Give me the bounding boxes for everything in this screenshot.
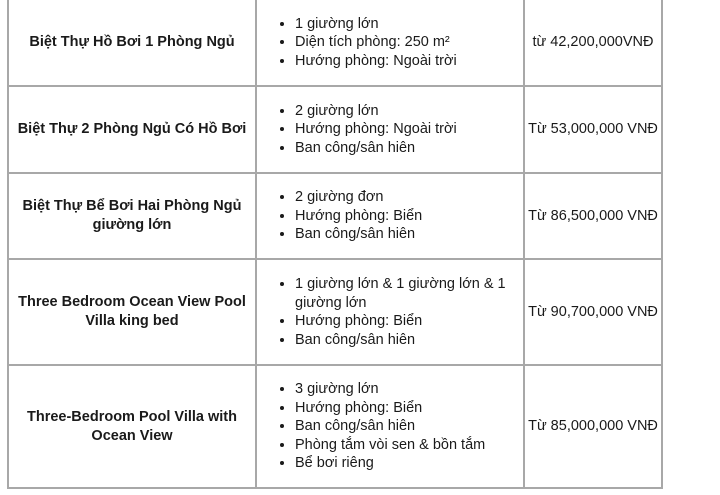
- room-price: Từ 53,000,000 VNĐ: [524, 86, 662, 173]
- feature-item: • Diện tích phòng: 250 m²: [295, 33, 523, 52]
- room-features: [256, 0, 524, 86]
- feature-list: [257, 102, 523, 158]
- room-price: Từ 86,500,000 VNĐ: [524, 173, 662, 259]
- feature-item: • Ban công/sân hiên: [295, 225, 523, 244]
- feature-item: • 2 giường lớn: [295, 102, 523, 121]
- feature-list: [257, 15, 523, 71]
- table-row: [8, 0, 662, 86]
- feature-item: • Hướng phòng: Ngoài trời: [295, 52, 523, 71]
- feature-item: • 1 giường lớn & 1 giường lớn & 1 giường lớn: [295, 275, 523, 312]
- room-pricing-table: [7, 0, 663, 489]
- room-features: [256, 365, 524, 488]
- feature-item: • 1 giường lớn: [295, 15, 523, 34]
- feature-item: • Bể bơi riêng: [295, 454, 523, 473]
- feature-item: • 3 giường lớn: [295, 380, 523, 399]
- table-row: [8, 86, 662, 173]
- feature-item: • Hướng phòng: Biển: [295, 399, 523, 418]
- feature-item: • Hướng phòng: Ngoài trời: [295, 120, 523, 139]
- room-name: Biệt Thự 2 Phòng Ngủ Có Hồ Bơi: [8, 86, 256, 173]
- feature-list: [257, 188, 523, 244]
- table-row: [8, 365, 662, 488]
- room-features: [256, 173, 524, 259]
- feature-item: • Ban công/sân hiên: [295, 139, 523, 158]
- feature-item: • Ban công/sân hiên: [295, 417, 523, 436]
- room-features: [256, 259, 524, 365]
- room-name: Biệt Thự Hồ Bơi 1 Phòng Ngủ: [8, 0, 256, 86]
- room-name: Three Bedroom Ocean View Pool Villa king bed: [8, 259, 256, 365]
- room-features: [256, 86, 524, 173]
- table-row: [8, 173, 662, 259]
- table-row: [8, 259, 662, 365]
- feature-item: • Hướng phòng: Biển: [295, 312, 523, 331]
- room-price: từ 42,200,000VNĐ: [524, 0, 662, 86]
- room-price: Từ 90,700,000 VNĐ: [524, 259, 662, 365]
- feature-item: • 2 giường đơn: [295, 188, 523, 207]
- feature-item: • Ban công/sân hiên: [295, 331, 523, 350]
- feature-list: [257, 275, 523, 349]
- room-price: Từ 85,000,000 VNĐ: [524, 365, 662, 488]
- room-name: Biệt Thự Bể Bơi Hai Phòng Ngủ giường lớn: [8, 173, 256, 259]
- feature-item: • Phòng tắm vòi sen & bồn tắm: [295, 436, 523, 455]
- feature-list: [257, 380, 523, 473]
- room-name: Three-Bedroom Pool Villa with Ocean View: [8, 365, 256, 488]
- feature-item: • Hướng phòng: Biển: [295, 207, 523, 226]
